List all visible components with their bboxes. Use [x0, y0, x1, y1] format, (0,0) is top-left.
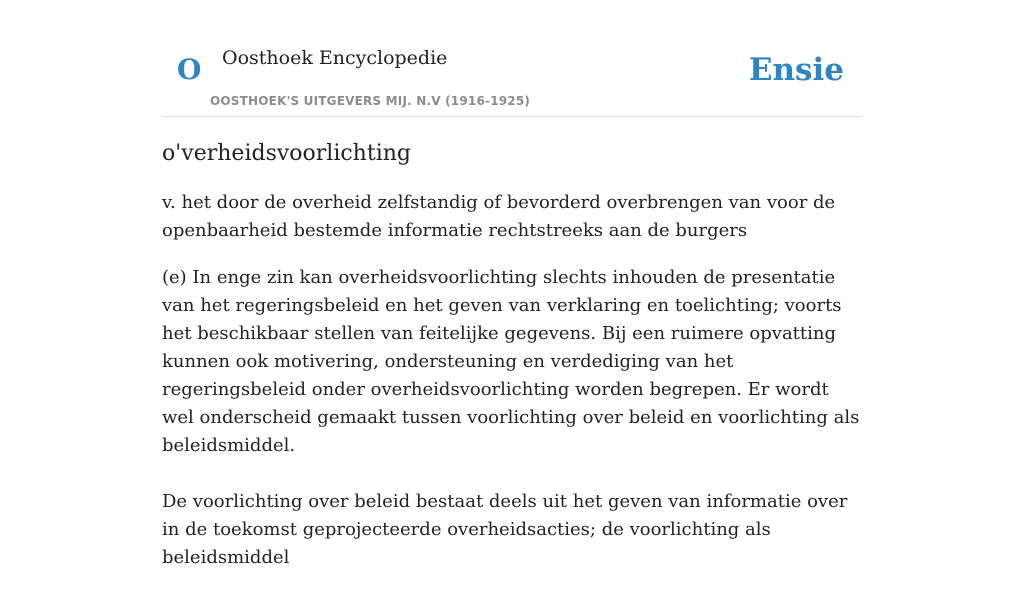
entry-title: o'verheidsvoorlichting: [162, 141, 411, 166]
ensie-logo-link[interactable]: Ensie: [748, 52, 844, 88]
publication-logo-letter[interactable]: O: [177, 53, 202, 86]
entry-definition: v. het door de overheid zelfstandig of bevorderd overbrengen van voor de openbaarheid bestemde informatie rechtstreeks aan de burgers: [162, 192, 836, 241]
publication-title[interactable]: Oosthoek Encyclopedie: [222, 47, 448, 69]
entry-paragraph-2: De voorlichting over beleid bestaat deels uit het geven van informatie over in de toekomst geprojecteerde overheidsacties; de voorlichting als beleidsmiddel: [162, 491, 848, 568]
entry-paragraph-1: (e) In enge zin kan overheidsvoorlichting slechts inhouden de presentatie van het regeringsbeleid en het geven van verklaring en toelichting; voorts het beschikbaar stellen van feitelijke gegevens. Bij een ruimere opvatting kunnen ook motivering, ondersteuning en verdediging van het regeringsbeleid onder overheidsvoorlichting worden begrepen. Er wordt wel onderscheid gemaakt tussen voorlichting over beleid en voorlichting als beleidsmiddel.: [162, 267, 860, 456]
publication-subtitle: OOSTHOEK'S UITGEVERS MIJ. N.V (1916-1925): [210, 94, 531, 108]
entry-content: [162, 136, 864, 591]
header: [162, 0, 862, 117]
